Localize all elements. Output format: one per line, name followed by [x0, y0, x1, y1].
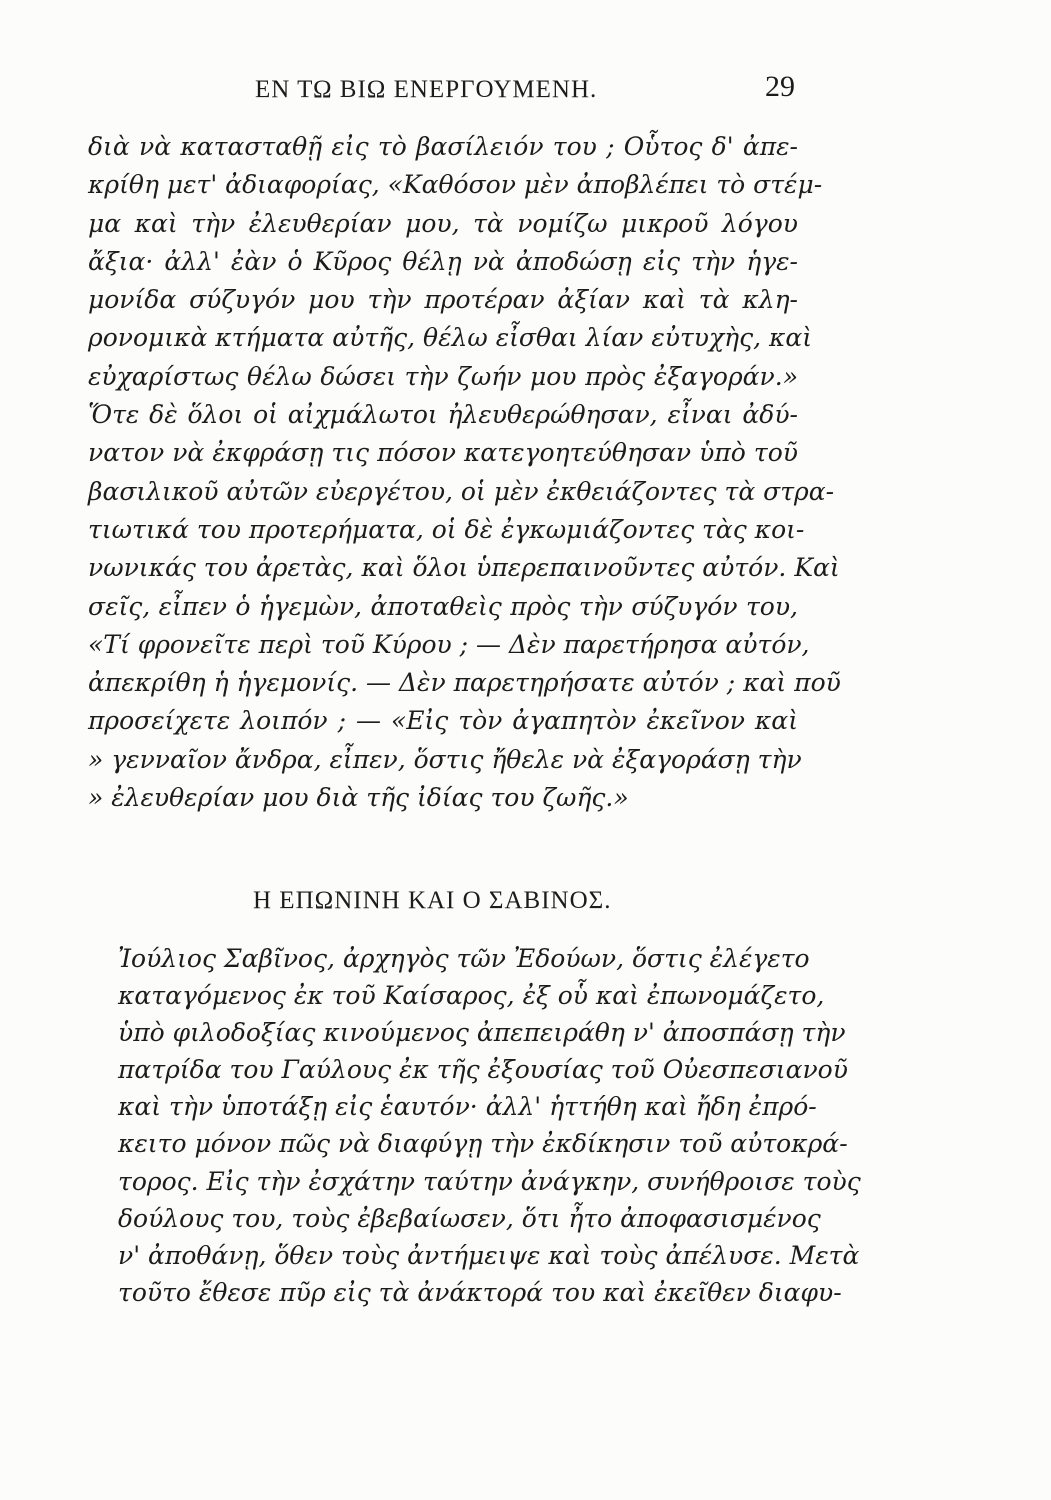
text-line: μα καὶ τὴν ἐλευθερίαν μου, τὰ νομίζω μικροῦ λόγου: [88, 208, 798, 238]
text-line: εὐχαρίστως θέλω δώσει τὴν ζωήν μου πρὸς ἐξαγοράν.»: [88, 361, 798, 391]
running-head: ΕΝ ΤΩ ΒΙΩ ΕΝΕΡΓΟΥΜΕΝΗ.: [255, 76, 598, 103]
text-line: καὶ τὴν ὑποτάξῃ εἰς ἑαυτόν· ἀλλ' ἡττήθη καὶ ἤδη ἐπρό-: [118, 1092, 817, 1122]
story-cyrus-text: [88, 128, 841, 817]
text-line: Ἰούλιος Σαβῖνος, ἀρχηγὸς τῶν Ἐδούων, ὅστις ἐλέγετο: [118, 944, 810, 973]
text-line: » ἐλευθερίαν μου διὰ τῆς ἰδίας του ζωῆς.»: [88, 783, 629, 813]
text-line: ρονομικὰ κτήματα αὐτῆς, θέλω εἶσθαι λίαν εὐτυχὴς, καὶ: [88, 323, 813, 353]
page-number: 29: [765, 70, 795, 103]
text-line: Ὅτε δὲ ὅλοι οἱ αἰχμάλωτοι ἠλευθερώθησαν, εἶναι ἀδύ-: [88, 400, 798, 430]
text-line: τοῦτο ἔθεσε πῦρ εἰς τὰ ἀνάκτορά του καὶ ἐκεῖθεν διαφυ-: [118, 1277, 842, 1307]
text-line: μονίδα σύζυγόν μου τὴν προτέραν ἀξίαν καὶ τὰ κλη-: [88, 285, 798, 315]
text-line: τιωτικά του προτερήματα, οἱ δὲ ἐγκωμιάζοντες τὰς κοι-: [88, 514, 805, 544]
text-line: προσείχετε λοιπόν ; — «Εἰς τὸν ἀγαπητὸν ἐκεῖνον καὶ: [88, 706, 798, 736]
text-line: νατον νὰ ἐκφράσῃ τις πόσον κατεγοητεύθησαν ὑπὸ τοῦ: [88, 438, 798, 468]
text-line: βασιλικοῦ αὐτῶν εὐεργέτου, οἱ μὲν ἐκθειάζοντες τὰ στρα-: [88, 476, 835, 506]
text-line: ὑπὸ φιλοδοξίας κινούμενος ἀπεπειράθη ν' ἀποσπάσῃ τὴν: [118, 1018, 846, 1048]
text-line: κειτο μόνον πῶς νὰ διαφύγῃ τὴν ἐκδίκησιν τοῦ αὐτοκρά-: [118, 1129, 848, 1159]
text-line: κρίθη μετ' ἀδιαφορίας, «Καθόσον μὲν ἀποβλέπει τὸ στέμ-: [88, 170, 823, 200]
text-line: ν' ἀποθάνῃ, ὅθεν τοὺς ἀντήμειψε καὶ τοὺς ἀπέλυσε. Μετὰ: [118, 1240, 860, 1270]
text-line: πατρίδα του Γαύλους ἐκ τῆς ἐξουσίας τοῦ Οὐεσπεσιανοῦ: [118, 1055, 848, 1085]
story-sabinus-text: [118, 940, 861, 1311]
text-line: τορος. Εἰς τὴν ἐσχάτην ταύτην ἀνάγκην, συνήθροισε τοὺς: [118, 1166, 861, 1196]
page-header: [255, 70, 795, 116]
section-title: Η ΕΠΩΝΙΝΗ ΚΑΙ Ο ΣΑΒΙΝΟΣ.: [253, 887, 612, 914]
text-line: σεῖς, εἶπεν ὁ ἡγεμὼν, ἀποταθεὶς πρὸς τὴν σύζυγόν του,: [88, 591, 798, 621]
text-line: » γενναῖον ἄνδρα, εἶπεν, ὅστις ἤθελε νὰ ἐξαγοράσῃ τὴν: [88, 744, 802, 774]
text-line: νωνικάς του ἀρετὰς, καὶ ὅλοι ὑπερεπαινοῦντες αὐτόν. Καὶ: [88, 553, 840, 583]
text-line: καταγόμενος ἐκ τοῦ Καίσαρος, ἐξ οὗ καὶ ἐπωνομάζετο,: [118, 981, 825, 1011]
text-line: διὰ νὰ κατασταθῇ εἰς τὸ βασίλειόν του ; Οὗτος δ' ἀπε-: [88, 132, 798, 161]
text-line: ἀπεκρίθη ἡ ἡγεμονίς. — Δὲν παρετηρήσατε αὐτόν ; καὶ ποῦ: [88, 668, 841, 698]
text-line: ἄξια· ἀλλ' ἐὰν ὁ Κῦρος θέλῃ νὰ ἀποδώσῃ εἰς τὴν ἡγε-: [88, 246, 798, 276]
text-line: «Τί φρονεῖτε περὶ τοῦ Κύρου ; — Δὲν παρετήρησα αὐτόν,: [88, 629, 810, 659]
text-line: δούλους του, τοὺς ἐβεβαίωσεν, ὅτι ἦτο ἀποφασισμένος: [118, 1203, 821, 1233]
